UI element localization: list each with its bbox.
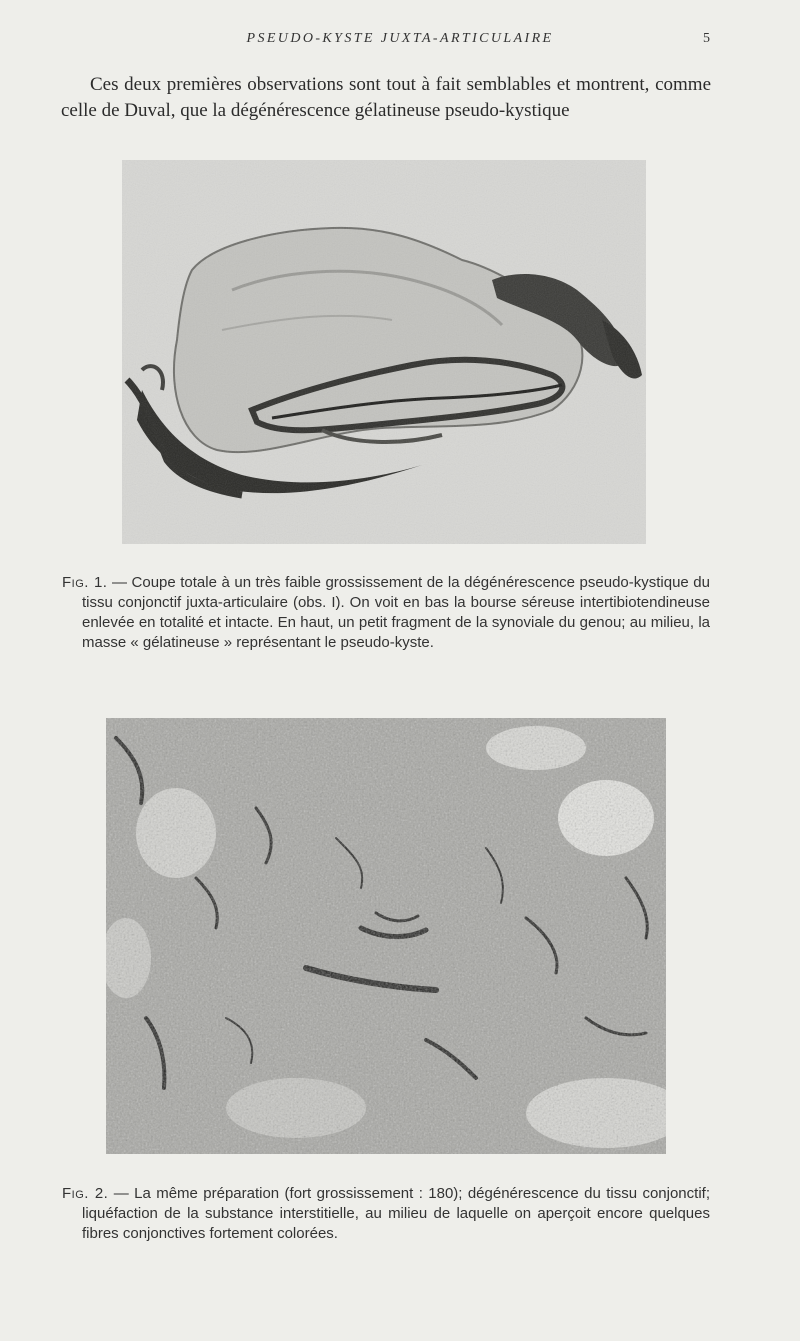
intro-paragraph: Ces deux premières observations sont tout à fait semblables et montrent, comme celle de Duval, que la dégénérescence gélatineuse pseudo-kystique xyxy=(61,74,711,121)
figure-2-caption xyxy=(62,1184,710,1244)
figure-1-micrograph xyxy=(122,160,646,544)
page-number: 5 xyxy=(703,31,710,46)
figure-2-micrograph xyxy=(106,718,666,1154)
figure-2-caption-text xyxy=(62,1184,710,1244)
running-title: PSEUDO-KYSTE JUXTA-ARTICULAIRE xyxy=(246,31,554,46)
figure-1-image xyxy=(122,160,646,544)
figure-1-label: Fig. 1. xyxy=(62,574,108,591)
running-head xyxy=(0,31,800,51)
figure-1-caption-text xyxy=(62,573,710,653)
figure-2-image xyxy=(106,718,666,1154)
figure-1-caption xyxy=(62,573,710,653)
figure-1-caption-body: — Coupe totale à un très faible grossissement de la dégénérescence pseudo-kystique du tissu conjonctif juxta-articulaire (obs. I). On voit en bas la bourse séreuse intertibiotendineuse enlevée en totalité et intacte. En haut, un petit fragment de la synoviale du genou; au milieu, la masse « gélatineuse » représentant le pseudo-kyste. xyxy=(82,574,710,651)
figure-2-caption-body: — La même préparation (fort grossissement : 180); dégénérescence du tissu conjonctif; liquéfaction de la substance interstitielle, au milieu de laquelle on aperçoit encore quelques fibres conjonctives fortement colorées. xyxy=(82,1185,710,1242)
figure-2-label: Fig. 2. xyxy=(62,1185,109,1202)
